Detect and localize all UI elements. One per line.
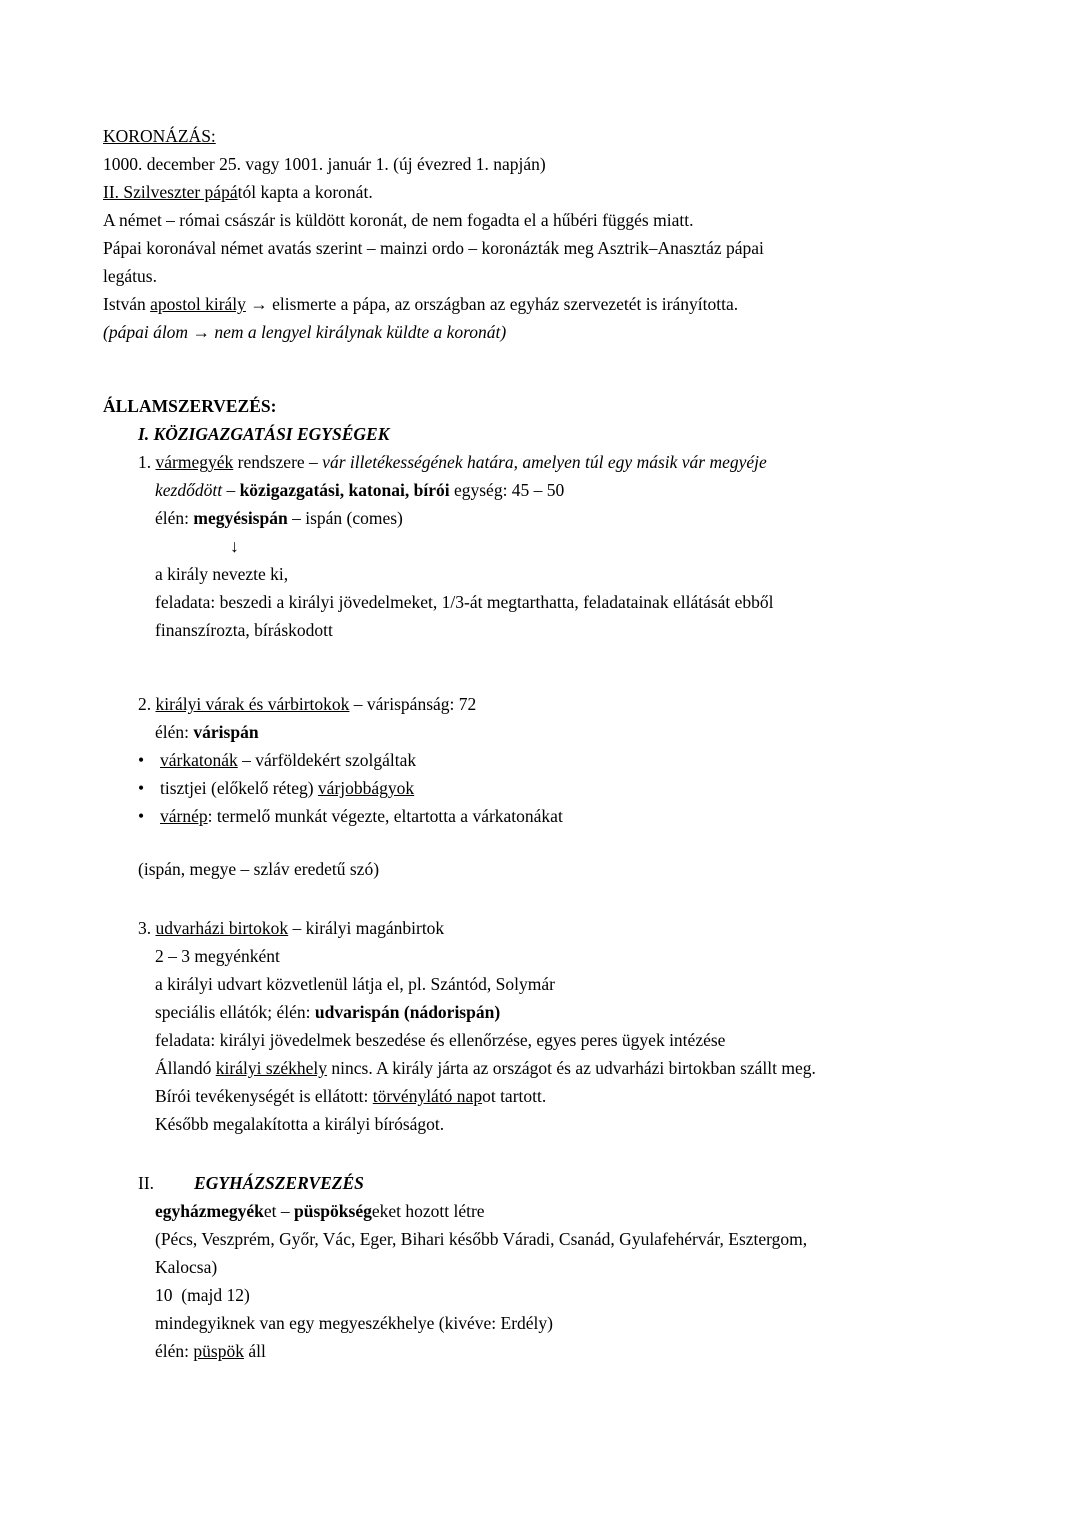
text-segment: feladata: beszedi a királyi jövedelmeket, 1/3-át megtarthatta, feladatainak ellátását ebből — [155, 592, 774, 612]
text-line — [138, 855, 1033, 883]
text-segment: megyésispán — [193, 508, 288, 528]
text-line — [155, 1110, 1033, 1138]
text-segment: EGYHÁZSZERVEZÉS — [194, 1173, 364, 1193]
text-line — [103, 234, 1033, 262]
text-line — [155, 1225, 1033, 1253]
text-segment: tisztjei (előkelő réteg) — [160, 778, 318, 798]
section-title-koronazas — [103, 122, 1033, 150]
numbered-item-3 — [138, 914, 1033, 942]
text-line — [155, 1082, 1033, 1110]
text-segment: a király nevezte ki, — [155, 564, 289, 584]
text-segment: várispán — [193, 722, 259, 742]
text-line — [155, 1054, 1033, 1082]
text-segment: (ispán, megye – szláv eredetű szó) — [138, 859, 380, 879]
text-segment: speciális ellátók; élén: — [155, 1002, 315, 1022]
text-segment: nincs. A király járta az országot és az udvarházi birtokban szállt meg. — [327, 1058, 816, 1078]
bullet-item — [138, 774, 1033, 802]
bullet-icon: • — [138, 778, 145, 798]
text-segment: I. KÖZIGAZGATÁSI EGYSÉGEK — [138, 424, 390, 444]
text-segment: : termelő munkát végezte, eltartotta a várkatonákat — [207, 806, 563, 826]
subsection-title-kozigazgatasi-egysegek — [138, 420, 1033, 448]
text-segment: vár illetékességének határa, amelyen túl egy másik vár megyéje — [322, 452, 767, 472]
text-segment: KORONÁZÁS: — [103, 126, 216, 146]
bullet-item — [138, 746, 1033, 774]
text-segment: feladata: királyi jövedelmek beszedése és ellenőrzése, egyes peres ügyek intézése — [155, 1030, 726, 1050]
text-segment: → elismerte a pápa, az országban az egyház szervezetét is irányította. — [245, 294, 739, 314]
text-segment: közigazgatási, katonai, bírói — [239, 480, 450, 500]
text-segment: vármegyék — [155, 452, 234, 472]
text-segment: A német – római császár is küldött koronát, de nem fogadta el a hűbéri függés miatt. — [103, 210, 694, 230]
text-segment: ot tartott. — [482, 1086, 547, 1106]
text-line — [155, 942, 1033, 970]
text-segment: – várispánság: 72 — [349, 694, 477, 714]
text-segment: – várföldekért szolgáltak — [237, 750, 417, 770]
text-segment: István — [103, 294, 151, 314]
text-segment: (Pécs, Veszprém, Győr, Vác, Eger, Bihari később Váradi, Csanád, Gyulafehérvár, Esztergom, — [155, 1229, 808, 1249]
text-line — [155, 616, 1033, 644]
text-segment: Kalocsa) — [155, 1257, 218, 1277]
text-line — [103, 150, 1033, 178]
text-line — [155, 1337, 1033, 1365]
subsection-title-egyhazszervezes — [138, 1169, 1033, 1197]
text-line — [155, 998, 1033, 1026]
text-segment: törvénylátó nap — [372, 1086, 483, 1106]
text-segment: – — [222, 480, 240, 500]
text-line — [103, 206, 1033, 234]
text-line — [155, 718, 1033, 746]
text-segment: mindegyiknek van egy megyeszékhelye (kivéve: Erdély) — [155, 1313, 553, 1333]
text-segment: tól kapta a koronát. — [237, 182, 373, 202]
text-segment: élén: — [155, 1341, 194, 1361]
text-segment: finanszírozta, bíráskodott — [155, 620, 333, 640]
text-segment: udvarispán (nádorispán) — [314, 1002, 501, 1022]
text-segment: rendszere – — [233, 452, 323, 472]
text-segment: (pápai álom → nem a lengyel királynak küldte a koronát) — [103, 322, 507, 342]
text-segment: egyházmegyék — [155, 1201, 264, 1221]
text-segment: 3. — [138, 918, 156, 938]
numbered-item-2 — [138, 690, 1033, 718]
bullet-icon: • — [138, 750, 145, 770]
text-segment: – királyi magánbirtok — [288, 918, 445, 938]
text-segment: ↓ — [230, 536, 239, 556]
text-segment: püspökség — [294, 1201, 372, 1221]
text-segment: Állandó — [155, 1058, 216, 1078]
text-line — [103, 290, 1033, 318]
section-title-allamszervezes — [103, 392, 1033, 420]
text-line — [155, 588, 1033, 616]
bullet-icon: • — [138, 806, 145, 826]
text-segment: kezdődött — [155, 480, 223, 500]
text-segment: királyi székhely — [215, 1058, 328, 1078]
text-line — [103, 318, 1033, 346]
text-segment: várjobbágyok — [317, 778, 415, 798]
text-line — [155, 1309, 1033, 1337]
text-segment: udvarházi birtokok — [155, 918, 289, 938]
text-segment: püspök — [193, 1341, 244, 1361]
document-body — [103, 122, 1033, 1365]
text-segment: ÁLLAMSZERVEZÉS: — [103, 396, 277, 416]
text-line — [155, 560, 1033, 588]
down-arrow — [230, 532, 1033, 560]
text-line — [155, 1026, 1033, 1054]
numbered-item-1 — [138, 448, 1033, 476]
text-line — [155, 1197, 1033, 1225]
text-segment: II. — [138, 1173, 155, 1193]
text-segment: várnép — [160, 806, 208, 826]
text-segment: várkatonák — [160, 750, 238, 770]
text-segment: legátus. — [103, 266, 157, 286]
bullet-item — [138, 802, 1033, 830]
text-segment: et – — [263, 1201, 295, 1221]
text-line — [103, 178, 1033, 206]
text-segment: – ispán (comes) — [287, 508, 403, 528]
text-line — [103, 262, 1033, 290]
text-segment: 1. — [138, 452, 156, 472]
text-segment: apostol király — [150, 294, 246, 314]
text-segment: egység: 45 – 50 — [449, 480, 565, 500]
text-segment: 1000. december 25. vagy 1001. január 1. (új évezred 1. napján) — [103, 154, 546, 174]
text-line — [155, 1281, 1033, 1309]
text-segment: 10 (majd 12) — [155, 1285, 250, 1305]
text-segment: eket hozott létre — [371, 1201, 485, 1221]
text-segment: királyi várak és várbirtokok — [155, 694, 350, 714]
text-line — [155, 476, 1033, 504]
text-segment: a királyi udvart közvetlenül látja el, pl. Szántód, Solymár — [155, 974, 555, 994]
text-line — [155, 504, 1033, 532]
text-line — [155, 970, 1033, 998]
text-segment: 2. — [138, 694, 156, 714]
text-segment: Bírói tevékenységét is ellátott: — [155, 1086, 373, 1106]
text-segment: áll — [243, 1341, 266, 1361]
text-segment: élén: — [155, 508, 194, 528]
text-line — [155, 1253, 1033, 1281]
text-segment: élén: — [155, 722, 194, 742]
text-segment: 2 – 3 megyénként — [155, 946, 280, 966]
text-segment: Pápai koronával német avatás szerint – mainzi ordo – koronázták meg Asztrik–Anasztáz pápai — [103, 238, 764, 258]
text-segment: Később megalakította a királyi bíróságot. — [155, 1114, 445, 1134]
text-segment: II. Szilveszter pápá — [103, 182, 238, 202]
